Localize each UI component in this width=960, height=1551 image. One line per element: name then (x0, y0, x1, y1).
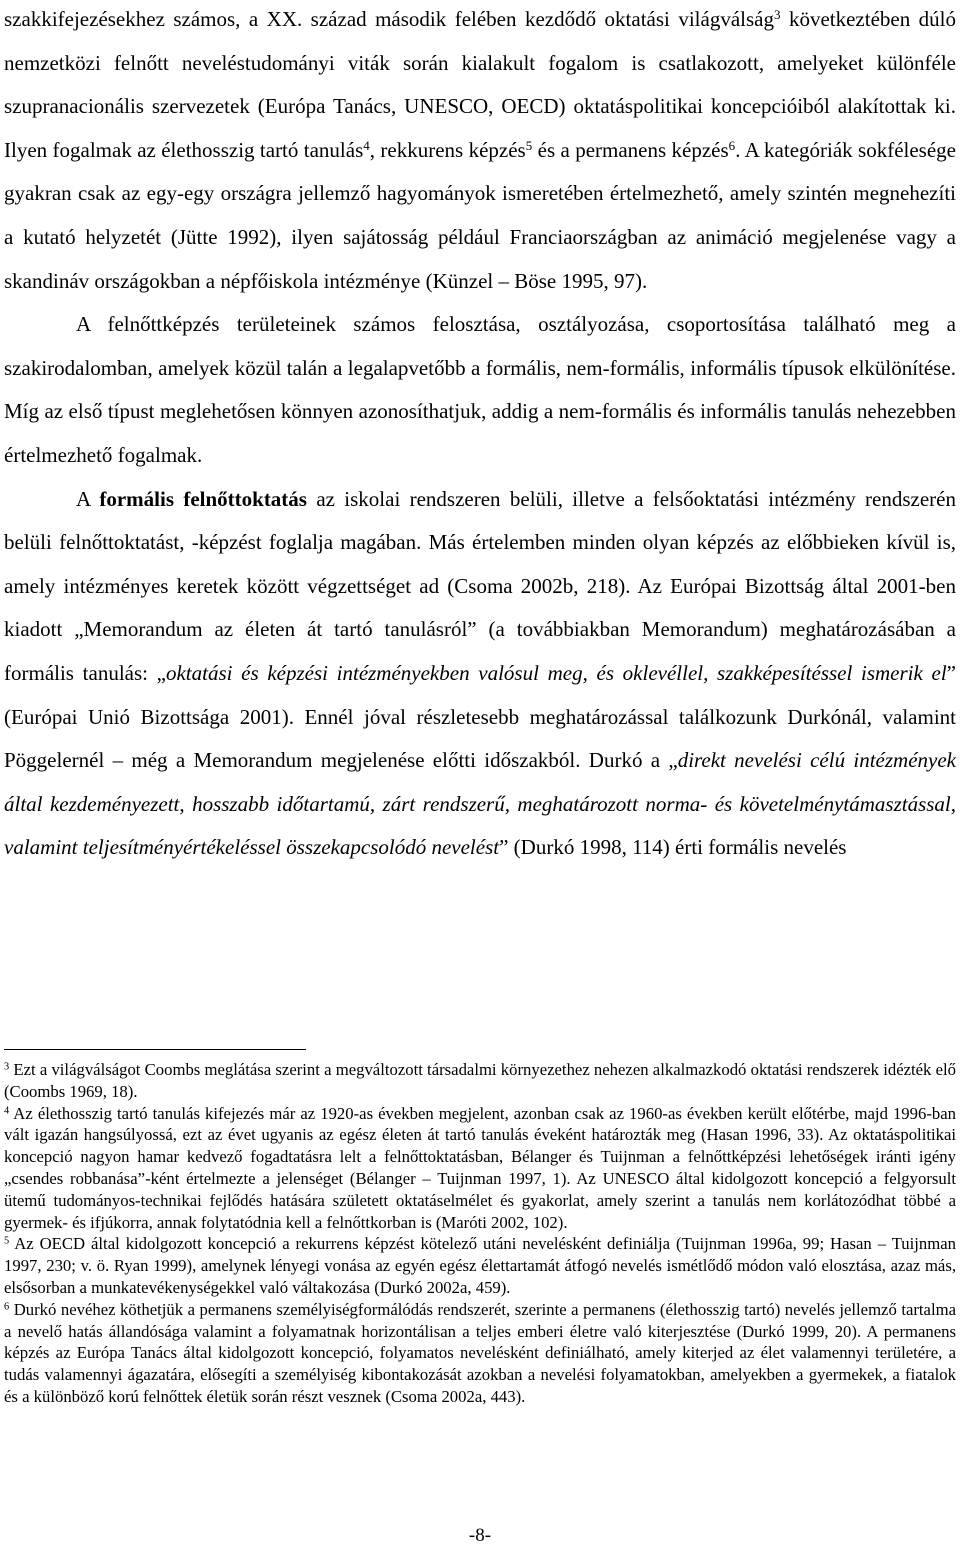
footnote-number: 4 (4, 1104, 10, 1116)
paragraph-3-part-c: ” (Európai Unió Bizottsága 2001). Ennél jóval részletesebb meghatározással találkozunk Durkónál, valamint Pöggelernél – még a Memorandum megjelenése előtti időszakból. Durkó a „ (4, 660, 956, 773)
document-page (4, 0, 956, 870)
paragraph-1-part-d: és a permanens képzés (532, 137, 729, 162)
footnote-text: Az élethosszig tartó tanulás kifejezés már az 1920-as években megjelent, azonban csak az 1960-as években került előtérbe, majd 1996-ban vált igazán hangsúlyossá, ezt az évet ugyanis az egész életen át tartó tanulás éveként határozták meg (Hasan 1996, 33). Az oktatáspolitikai koncepció nagyon hamar kedvező fogadtatásra lelt a felnőttoktatásban, Bélanger és Tuijnman a felnőttképzési lehetőségek iránti igény „csendes robbanása”-ként értelmezte a jelenséget (Bélanger – Tuijnman 1997, 1). Az UNESCO által kidolgozott koncepció a felgyorsult ütemű tudományos-technikai fejlődés hatására született oktatáselmélet és gyakorlat, amely szerint a tanulás nem korlátozódhat többé a gyermek- és ifjúkorra, annak folytatódnia kell a felnőttkorban is (Maróti 2002, 102). (4, 1103, 956, 1232)
footnote-number: 3 (4, 1061, 10, 1073)
page-number: -8- (468, 1525, 492, 1546)
paragraph-3-part-b: az iskolai rendszeren belüli, illetve a felsőoktatási intézmény rendszerén belüli felnőttoktatást, -képzést foglalja magában. Más értelemben minden olyan képzés az előbbieken kívül is, amely intézményes keretek között végzettséget ad (Csoma 2002b, 218). Az Európai Bizottság által 2001-ben kiadott „Memorandum az életen át tartó tanulásról” (a továbbiakban Memorandum) meghatározásában a formális tanulás: „ (4, 486, 956, 685)
memorandum-quote: oktatási és képzési intézményekben valósul meg, és oklevéllel, szakképesítéssel ismerik el (165, 660, 947, 685)
footnote-ref-6[interactable]: 6 (728, 137, 736, 153)
paragraph-1-part-c: , rekkurens képzés (369, 137, 526, 162)
footnote-3 (4, 1059, 956, 1103)
footnote-ref-3[interactable]: 3 (773, 6, 781, 22)
footnote-number: 5 (4, 1235, 10, 1247)
paragraph-3-part-d: ” (Durkó 1998, 114) érti formális nevelés (499, 835, 847, 860)
paragraph-1 (4, 0, 956, 303)
durko-quote: direkt nevelési célú intézmények által kezdeményezett, hosszabb időtartamú, zárt rendszerű, meghatározott norma- és követelménytámasztással, valamint teljesítményértékeléssel összekapcsolódó nevelést (4, 748, 956, 860)
footnote-6 (4, 1299, 956, 1408)
paragraph-3-part-a: A (76, 486, 100, 511)
footnote-ref-4[interactable]: 4 (363, 137, 370, 153)
footnote-text: Durkó nevéhez köthetjük a permanens személyiségformálódás rendszerét, szerinte a permanens (élethosszig tartó) nevelés jellemző tartalma a nevelő hatás állandósága valamint a folyamatnak horizontálisan a teljes emberi életre való kiterjesztése (Durkó 1999, 20). A permanens képzés az Európa Tanács által kidolgozott koncepció, folyamatos nevelésként definiálható, amely kiterjed az élet valamennyi területére, a tudás valamennyi ágazatára, elősegíti a személyiség kibontakozását azokban a nevelési folyamatokban, amelyekben a gyermekek, a fiatalok és a különböző korú felnőttek életük során részt vesznek (Csoma 2002a, 443). (4, 1299, 956, 1406)
footnote-text: Ezt a világválságot Coombs meglátása szerint a megváltozott társadalmi környezethez nehezen alkalmazkodó oktatási rendszerek idézték elő (Coombs 1969, 18). (4, 1060, 956, 1101)
paragraph-3 (4, 478, 956, 870)
paragraph-1-part-e: . A kategóriák sokfélesége gyakran csak az egy-egy országra jellemző hagyományok ismeretében értelmezhető, amely szintén megnehezíti a kutató helyzetét (Jütte 1992), ilyen sajátosság például Franciaországban az animáció megjelenése vagy a skandináv országokban a népfőiskola intézménye (Künzel – Böse 1995, 97). (4, 137, 956, 293)
footnote-separator (4, 1049, 306, 1050)
footnote-number: 6 (4, 1301, 10, 1313)
paragraph-1-part-a: szakkifejezésekhez számos, a XX. század második felében kezdődő oktatási világválság (4, 7, 774, 31)
footnote-text: Az OECD által kidolgozott koncepció a rekurrens képzést kötelező utáni nevelésként definiálja (Tuijnman 1996a, 99; Hasan – Tuijnman 1997, 230; v. ö. Ryan 1999), amelynek lényegi vonása az egyén egész élettartamát átfogó nevelés ismétlődő módon való elosztása, azaz más, elsősorban a munkatevékenységekkel való váltakozása (Durkó 2002a, 459). (4, 1234, 956, 1297)
footnote-4 (4, 1103, 956, 1234)
term-formal-adult-education: formális felnőttoktatás (99, 486, 307, 511)
footnote-ref-5[interactable]: 5 (525, 137, 533, 153)
footnote-5 (4, 1233, 956, 1298)
paragraph-1-part-b: következtében dúló nemzetközi felnőtt neveléstudományi viták során kialakult fogalom is csatlakozott, amelyeket különféle szupranacionális szervezetek (Európa Tanács, UNESCO, OECD) oktatáspolitikai koncepcióiból alakítottak ki. Ilyen fogalmak az élethosszig tartó tanulás (4, 7, 957, 162)
paragraph-2: A felnőttképzés területeinek számos felosztása, osztályozása, csoportosítása található meg a szakirodalomban, amelyek közül talán a legalapvetőbb a formális, nem-formális, informális típusok elkülönítése. Míg az első típust meglehetősen könnyen azonosíthatjuk, addig a nem-formális és informális tanulás nehezebben értelmezhető fogalmak. (4, 312, 956, 467)
footnotes (4, 1059, 956, 1408)
